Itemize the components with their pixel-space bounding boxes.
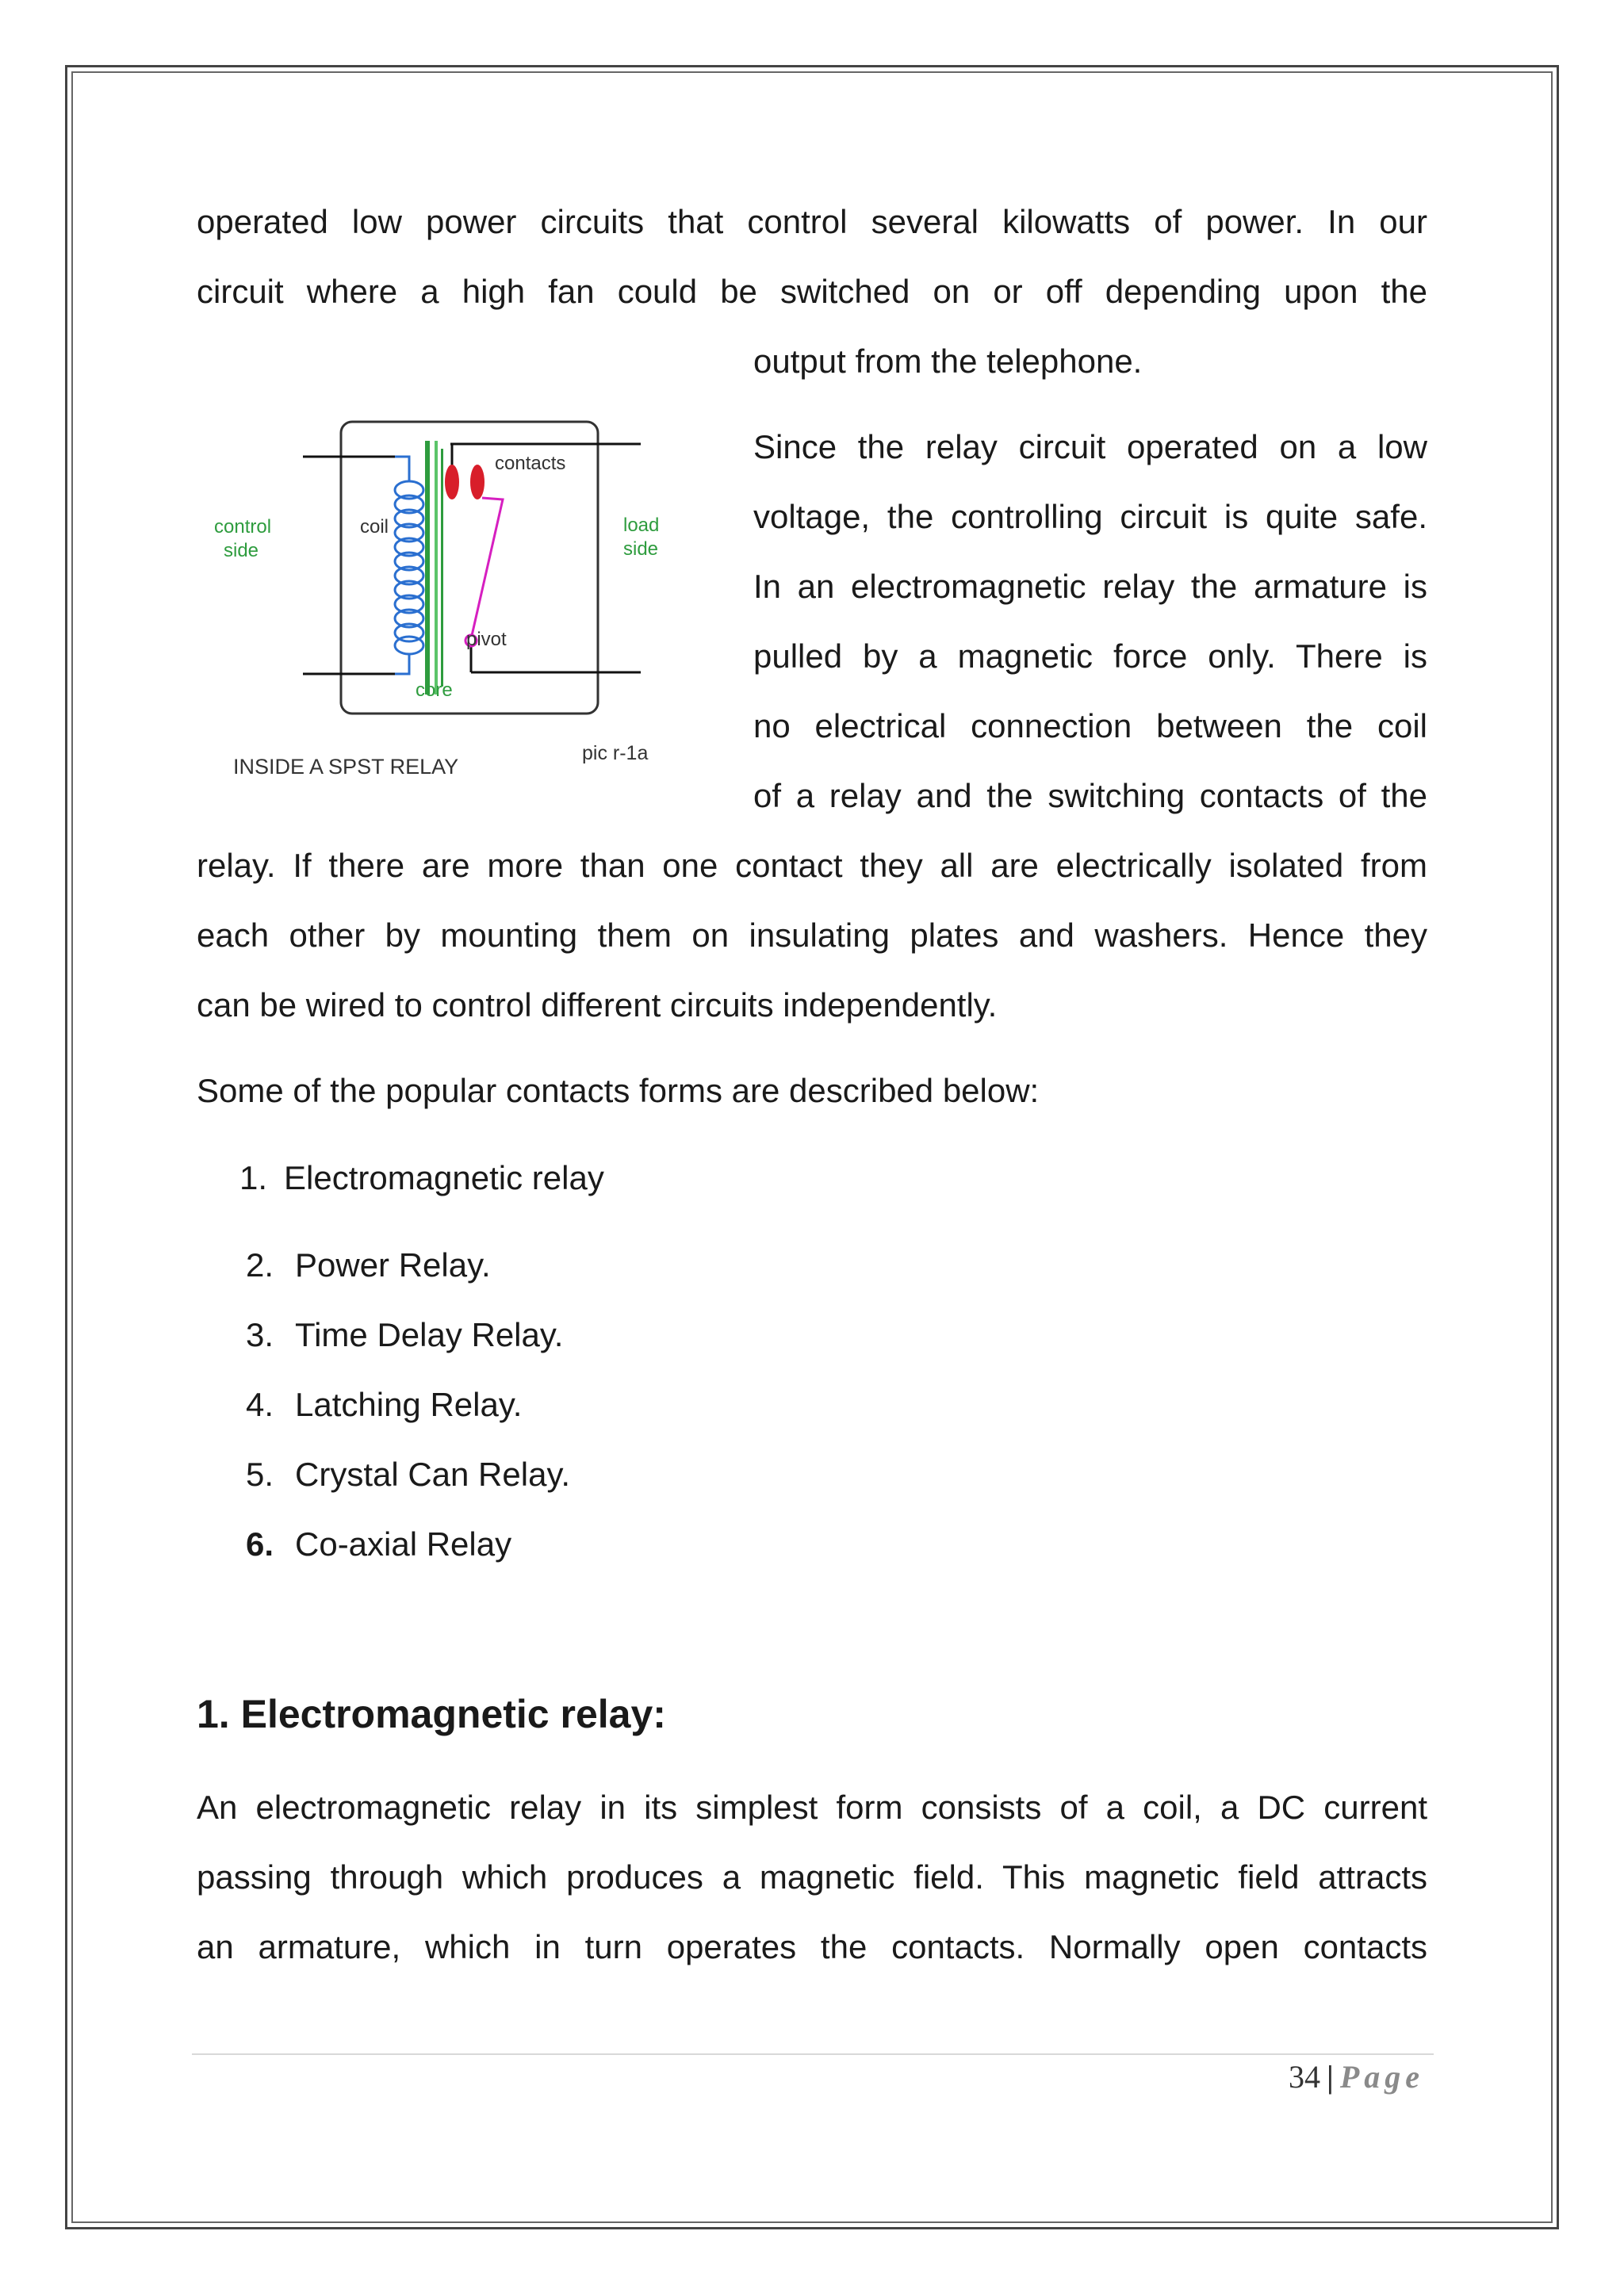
core (425, 441, 430, 695)
list-item (246, 1370, 522, 1440)
list-number: 4. (246, 1386, 274, 1423)
page-footer (1289, 2058, 1424, 2095)
para2-line2: voltage, the controlling circuit is quite safe. (753, 498, 1427, 535)
list-item (246, 1230, 491, 1300)
figure-pic-id: pic r-1a (582, 742, 649, 764)
label-contacts: contacts (495, 453, 566, 474)
list-label: Crystal Can Relay. (295, 1456, 570, 1493)
para3-line3: an armature, which in turn operates the contacts. Normally open contacts (197, 1928, 1427, 1965)
relay-diagram (205, 403, 712, 799)
para2-line9: can be wired to control different circuits independently. (197, 986, 998, 1024)
figure-caption: INSIDE A SPST RELAY (233, 755, 459, 779)
para2-line4: pulled by a magnetic force only. There is (753, 637, 1427, 675)
list-item (246, 1300, 563, 1370)
contact-moving (470, 465, 485, 499)
para1-line2: circuit where a high fan could be switched on or off depending upon the (197, 273, 1427, 310)
list-number: 3. (246, 1316, 274, 1353)
coil-lead-bottom (395, 653, 409, 674)
armature (471, 498, 503, 639)
list-number: 2. (246, 1246, 274, 1284)
para1-line1: operated low power circuits that control several kilowatts of power. In our (197, 203, 1427, 240)
core-2 (435, 441, 438, 695)
para1-line3: output from the telephone. (753, 342, 1143, 380)
list-label: Power Relay. (295, 1246, 491, 1284)
list-label: Co-axial Relay (295, 1525, 512, 1563)
page-separator: | (1327, 2059, 1334, 2095)
list-item (246, 1510, 511, 1579)
core-3 (441, 449, 443, 687)
list-label: Electromagnetic relay (284, 1159, 604, 1196)
footer-rule (192, 2053, 1434, 2055)
label-load-side: side (623, 538, 659, 560)
list-item (246, 1440, 570, 1510)
page-number: 34 (1289, 2059, 1320, 2095)
para2-line8: each other by mounting them on insulating plates and washers. Hence they (197, 916, 1427, 954)
para2-line7: relay. If there are more than one contact they all are electrically isolated from (197, 847, 1427, 884)
label-control-side: side (224, 540, 259, 561)
section-heading: 1. Electromagnetic relay: (197, 1692, 666, 1736)
para3-line2: passing through which produces a magnetic field. This magnetic field attracts (197, 1858, 1427, 1896)
label-control: control (214, 516, 272, 538)
label-core: core (416, 679, 453, 701)
para2-line1: Since the relay circuit operated on a low (753, 428, 1427, 465)
label-load: load (623, 515, 660, 536)
list-item (239, 1143, 604, 1213)
para3-line1: An electromagnetic relay in its simplest form consists of a coil, a DC current (197, 1789, 1427, 1826)
label-pivot: pivot (466, 629, 507, 650)
list-label: Time Delay Relay. (295, 1316, 564, 1353)
list-number: 6. (246, 1525, 274, 1563)
para2-line5: no electrical connection between the coil (753, 707, 1427, 744)
list-intro: Some of the popular contacts forms are described below: (197, 1072, 1040, 1109)
list-number: 5. (246, 1456, 274, 1493)
coil (395, 481, 423, 654)
page-word: Page (1339, 2059, 1424, 2095)
list-label: Latching Relay. (295, 1386, 523, 1423)
contact-fixed (445, 465, 459, 499)
label-coil: coil (360, 516, 389, 538)
para2-line3: In an electromagnetic relay the armature is (753, 568, 1427, 605)
coil-lead-top (395, 457, 409, 482)
para2-line6: of a relay and the switching contacts of the (753, 777, 1427, 814)
list-number: 1. (239, 1159, 268, 1196)
